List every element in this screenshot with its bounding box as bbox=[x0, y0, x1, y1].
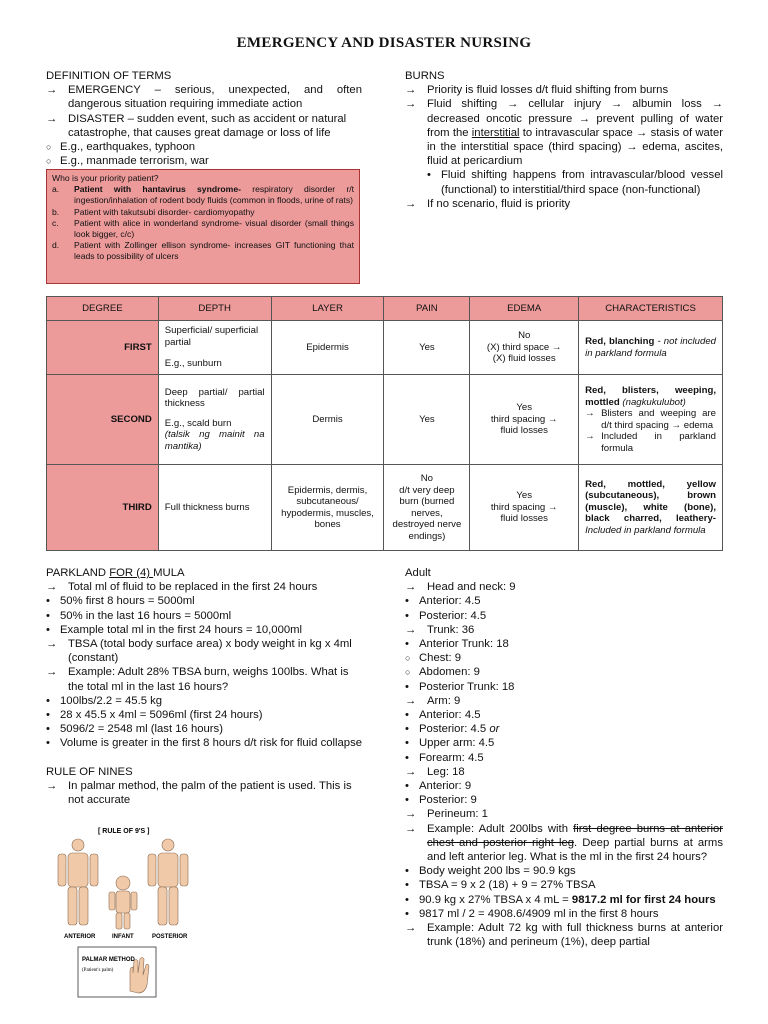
layer-cell: Epidermis bbox=[271, 321, 384, 375]
characteristics-cell bbox=[579, 465, 723, 551]
text: first degree burns at anterior chest and posterior right leg bbox=[427, 822, 723, 849]
term: Priority bbox=[427, 84, 463, 97]
priority-patient-box bbox=[46, 169, 360, 284]
text: E.g., earthquakes, typhoon bbox=[60, 141, 196, 154]
text: dangerous situation bbox=[68, 98, 167, 111]
text: Red, mottled, yellow (subcutaneous), brown (muscle), white (bone), black charred, leathery- bbox=[585, 478, 716, 525]
box-question: Who is your priority patient? bbox=[52, 173, 159, 183]
text: TBSA = 9 x 2 (18) + 9 = 27% TBSA bbox=[419, 879, 596, 892]
text: Chest: 9 bbox=[419, 652, 462, 665]
text: 50% in the last 16 hours = 5000ml bbox=[60, 609, 232, 622]
column-header: DEPTH bbox=[158, 297, 271, 321]
table-row bbox=[47, 465, 723, 551]
burns-heading: BURNS bbox=[405, 70, 445, 82]
text: Posterior: 4.5 bbox=[419, 723, 490, 736]
text: Arm: 9 bbox=[427, 694, 461, 707]
text: Trunk: 36 bbox=[427, 623, 475, 636]
text: Posterior: 9 bbox=[419, 794, 477, 807]
list-item bbox=[405, 722, 723, 736]
column-header: CHARACTERISTICS bbox=[579, 297, 723, 321]
edema-cell: No (X) third space → (X) fluid losses bbox=[470, 321, 579, 375]
edema-cell: Yes third spacing → fluid losses bbox=[470, 375, 579, 465]
list-item bbox=[405, 651, 723, 665]
arrow-icon: → bbox=[405, 694, 417, 707]
text: Head and neck: 9 bbox=[427, 581, 516, 594]
depth-cell bbox=[158, 321, 271, 375]
text: Body weight 200 lbs = 90.9 kgs bbox=[419, 865, 576, 878]
pain-cell: Yes bbox=[384, 375, 470, 465]
perineum bbox=[405, 807, 723, 821]
arrow-icon: → bbox=[405, 922, 417, 935]
depth-cell: Full thickness burns bbox=[158, 465, 271, 551]
text: 28 x 45.5 x 4ml = 5096ml (first 24 hours) bbox=[60, 709, 263, 722]
text: (talsik ng mainit na mantika) bbox=[164, 429, 265, 452]
text: Anterior: 4.5 bbox=[419, 595, 481, 608]
palmar-sub: (Patient's palm) bbox=[82, 968, 114, 973]
text: E.g., scald burn bbox=[164, 417, 232, 429]
text: – serious, unexpected, and often bbox=[140, 84, 362, 97]
arrow-icon: → bbox=[405, 84, 417, 97]
list-item bbox=[46, 609, 362, 623]
emergency-definition bbox=[46, 83, 362, 111]
text: Example: Adult 28% TBSA burn, weighs 100lbs. What is the total ml in the last 16 hours? bbox=[68, 666, 349, 693]
text: Forearm: 4.5 bbox=[419, 751, 484, 764]
text: Example bbox=[427, 922, 471, 935]
list-item bbox=[52, 218, 354, 240]
arrow-icon: → bbox=[46, 581, 58, 594]
text: Total ml of fluid to be replaced in the first 24 hours bbox=[68, 581, 318, 594]
rule-of-nines-figure bbox=[46, 823, 200, 1013]
list-item bbox=[405, 736, 723, 750]
list-item bbox=[46, 736, 362, 750]
text: Abdomen: 9 bbox=[419, 666, 480, 679]
layer-cell: Epidermis, dermis, subcutaneous/ hypodermis, muscles, bones bbox=[271, 465, 384, 551]
posterior-body-icon bbox=[148, 839, 188, 925]
head-neck bbox=[405, 580, 723, 594]
marker: a. bbox=[52, 184, 60, 195]
list-item bbox=[405, 708, 723, 722]
text: Volume is greater in the first 8 hours d/t risk for fluid collapse bbox=[60, 737, 363, 750]
table-row bbox=[47, 375, 723, 465]
text: E.g., sunburn bbox=[164, 358, 222, 370]
text: Red, blanching bbox=[585, 336, 655, 347]
text: Posterior: 4.5 bbox=[419, 609, 487, 622]
list-item bbox=[585, 408, 716, 431]
table-row bbox=[47, 321, 723, 375]
text: Superficial/ superficial partial bbox=[164, 325, 259, 348]
characteristics-cell bbox=[579, 375, 723, 465]
arrow-icon: → bbox=[405, 808, 417, 821]
palmar-label: PALMAR METHOD bbox=[82, 957, 135, 963]
degree-cell: SECOND bbox=[47, 375, 159, 465]
arrow-icon: → bbox=[585, 408, 595, 419]
posterior-label: POSTERIOR bbox=[152, 934, 188, 940]
text: respiratory disorder r/t ingestion/inhalation of rodent body fluids (common in floods, urine of rats) bbox=[74, 184, 354, 206]
arrow-icon: → bbox=[46, 84, 58, 97]
text: FOR (4) bbox=[109, 567, 154, 579]
characteristics-cell bbox=[579, 321, 723, 375]
arrow-icon: → bbox=[405, 765, 417, 778]
list-item bbox=[405, 637, 723, 651]
column-header: EDEMA bbox=[470, 297, 579, 321]
arrow-icon: → bbox=[405, 822, 417, 835]
list-item bbox=[52, 240, 354, 262]
column-header: LAYER bbox=[271, 297, 384, 321]
text: TBSA (total body surface area) x body weight in kg x 4ml (constant) bbox=[68, 638, 352, 665]
edema-cell: Yes third spacing → fluid losses bbox=[470, 465, 579, 551]
list-item bbox=[405, 609, 723, 623]
anterior-body-icon bbox=[58, 839, 98, 925]
list-item bbox=[46, 694, 362, 708]
marker: b. bbox=[52, 206, 60, 217]
list-item bbox=[405, 680, 723, 694]
degree-cell: FIRST bbox=[47, 321, 159, 375]
text: Patient with takutsubi disorder- cardiomyopathy bbox=[74, 206, 255, 217]
list-item bbox=[405, 878, 723, 892]
text: 9817.2 ml for first 24 hours bbox=[571, 893, 716, 906]
list-item bbox=[405, 665, 723, 679]
parkland-example bbox=[46, 665, 362, 693]
list-item bbox=[46, 623, 362, 637]
text: Fluid shifting happens from intravascular/blood vessel (functional) to interstitial/third space (non-functional) bbox=[441, 169, 723, 196]
arrow-icon: → bbox=[405, 581, 417, 594]
layer-cell: Dermis bbox=[271, 375, 384, 465]
text: Example total ml in the first 24 hours = 10,000ml bbox=[60, 623, 303, 636]
text: . Deep partial burns at arms and left anterior leg. What is the ml in the first 24 hours? bbox=[427, 836, 723, 864]
pain-cell: Yes bbox=[384, 321, 470, 375]
text: – sudden event, such as bbox=[124, 112, 254, 125]
text: Perineum: 1 bbox=[427, 808, 488, 821]
list-item bbox=[46, 140, 362, 154]
no-scenario bbox=[405, 197, 723, 211]
adult-section bbox=[405, 566, 723, 949]
fluid-shifting bbox=[405, 97, 723, 168]
list-item bbox=[427, 168, 723, 196]
text: Red, blisters, weeping, mottled bbox=[585, 385, 716, 408]
figure-title: [ RULE OF 9'S ] bbox=[98, 828, 150, 835]
text: 9817 ml / 2 = 4908.6/4909 ml in the first 8 hours bbox=[419, 907, 659, 920]
list-item bbox=[46, 594, 362, 608]
text: Blisters and weeping are d/t third spacing → edema bbox=[601, 408, 716, 431]
infant-label: INFANT bbox=[112, 934, 134, 940]
text: or bbox=[489, 723, 500, 736]
arrow-icon: → bbox=[405, 197, 417, 210]
burns-section bbox=[405, 69, 723, 211]
text: Included in parkland formula bbox=[585, 524, 706, 536]
term: EMERGENCY bbox=[68, 84, 141, 97]
parkland-section bbox=[46, 566, 362, 807]
list-item bbox=[46, 154, 362, 168]
arm bbox=[405, 694, 723, 708]
text: , that causes great damage or loss of life bbox=[127, 126, 331, 139]
list-item bbox=[405, 893, 723, 907]
term: DISASTER bbox=[68, 112, 125, 125]
parkland-heading bbox=[46, 566, 362, 580]
text: requiring bbox=[166, 98, 217, 111]
anterior-label: ANTERIOR bbox=[64, 934, 96, 940]
text: 5096/2 = 2548 ml (last 16 hours) bbox=[60, 723, 223, 736]
example-one bbox=[405, 822, 723, 865]
text: Patient with hantavirus syndrome- bbox=[74, 184, 241, 195]
disaster-definition bbox=[46, 112, 362, 140]
list-item bbox=[585, 431, 716, 454]
degree-cell: THIRD bbox=[47, 465, 159, 551]
infant-body-icon bbox=[109, 876, 137, 929]
page-title: EMERGENCY AND DISASTER NURSING bbox=[236, 35, 532, 51]
text: PARKLAND bbox=[46, 567, 110, 579]
column-header: DEGREE bbox=[47, 297, 159, 321]
text: MULA bbox=[153, 567, 185, 579]
text: Leg: 18 bbox=[427, 765, 465, 778]
burn-degree-table bbox=[46, 296, 723, 551]
text: Anterior: 4.5 bbox=[419, 709, 481, 722]
arrow-icon: → bbox=[405, 623, 417, 636]
tbsa-formula bbox=[46, 637, 362, 665]
list-item bbox=[46, 722, 362, 736]
text: Posterior Trunk: 18 bbox=[419, 680, 515, 693]
list-item bbox=[405, 793, 723, 807]
trunk bbox=[405, 623, 723, 637]
adult-heading: Adult bbox=[405, 567, 431, 579]
text: Deep partial/ partial thickness bbox=[164, 386, 265, 410]
list-item bbox=[405, 864, 723, 878]
definitions-heading: DEFINITION OF TERMS bbox=[46, 70, 172, 82]
definitions-section bbox=[46, 69, 362, 168]
table-header-row bbox=[47, 297, 723, 321]
text: Upper arm: 4.5 bbox=[419, 737, 495, 750]
text: to intravascular space → stasis of water in the interstitial space (third spacing) → edema, ascites, fluid at pericardium bbox=[427, 126, 723, 168]
text: If no scenario, fluid is priority bbox=[427, 197, 571, 210]
text: Example bbox=[427, 822, 471, 835]
list-item bbox=[52, 184, 354, 206]
arrow-icon: → bbox=[46, 112, 58, 125]
list-item bbox=[405, 779, 723, 793]
arrow-icon: → bbox=[46, 666, 58, 679]
text: 90.9 kg x 27% TBSA x 4 mL = bbox=[419, 893, 572, 906]
text: In palmar method, the palm of the patient is used. This is not accurate bbox=[68, 779, 352, 807]
text: Anterior: 9 bbox=[419, 780, 472, 793]
depth-cell bbox=[158, 375, 271, 465]
total-fluid bbox=[46, 580, 362, 594]
text: E.g., manmade terrorism, war bbox=[60, 155, 209, 168]
arrow-icon: → bbox=[46, 638, 58, 651]
text: Anterior Trunk: 18 bbox=[419, 638, 509, 651]
burns-priority bbox=[405, 83, 723, 97]
marker: c. bbox=[52, 217, 59, 228]
rule-of-nines-heading: RULE OF NINES bbox=[46, 765, 133, 778]
list-item bbox=[405, 907, 723, 921]
arrow-icon: → bbox=[46, 779, 58, 792]
arrow-icon: → bbox=[405, 98, 417, 111]
text: accident or natural catastrophe bbox=[68, 112, 347, 139]
list-item bbox=[46, 708, 362, 722]
palmar-method bbox=[46, 779, 362, 807]
text: Patient with Zollinger ellison syndrome- increases GIT functioning that leads to possibility of ulcers bbox=[74, 240, 354, 262]
text: Fluid shifting → cellular injury → albumin loss → decreased oncotic pressure → prevent pulling of water from the bbox=[427, 98, 723, 139]
text: 50% first 8 hours = 5000ml bbox=[60, 595, 195, 608]
text: - not included in parkland formula bbox=[585, 336, 716, 359]
example-two bbox=[405, 921, 723, 949]
arrow-icon: → bbox=[585, 431, 595, 442]
list-item bbox=[405, 594, 723, 608]
text: 100lbs/2.2 = 45.5 kg bbox=[60, 694, 163, 707]
list-item bbox=[52, 207, 354, 218]
pain-cell: No d/t very deep burn (burned nerves, destroyed nerve endings) bbox=[384, 465, 470, 551]
text: Included in parkland formula bbox=[601, 431, 716, 454]
list-item bbox=[405, 751, 723, 765]
text: (nagkukulubot) bbox=[619, 396, 686, 408]
text: immediate action bbox=[216, 98, 303, 111]
marker: d. bbox=[52, 240, 60, 251]
column-header: PAIN bbox=[384, 297, 470, 321]
text: : Adult 200lbs with bbox=[470, 822, 574, 835]
text: Patient with alice in wonderland syndrome- visual disorder (small things look bigger, c/c) bbox=[74, 217, 354, 240]
leg bbox=[405, 765, 723, 779]
text: interstitial bbox=[471, 126, 520, 139]
text: : Adult 72 kg with full thickness burns at anterior trunk (18%) and perineum (1%), deep partial bbox=[427, 922, 723, 949]
text: is fluid losses d/t fluid shifting from burns bbox=[462, 84, 669, 97]
